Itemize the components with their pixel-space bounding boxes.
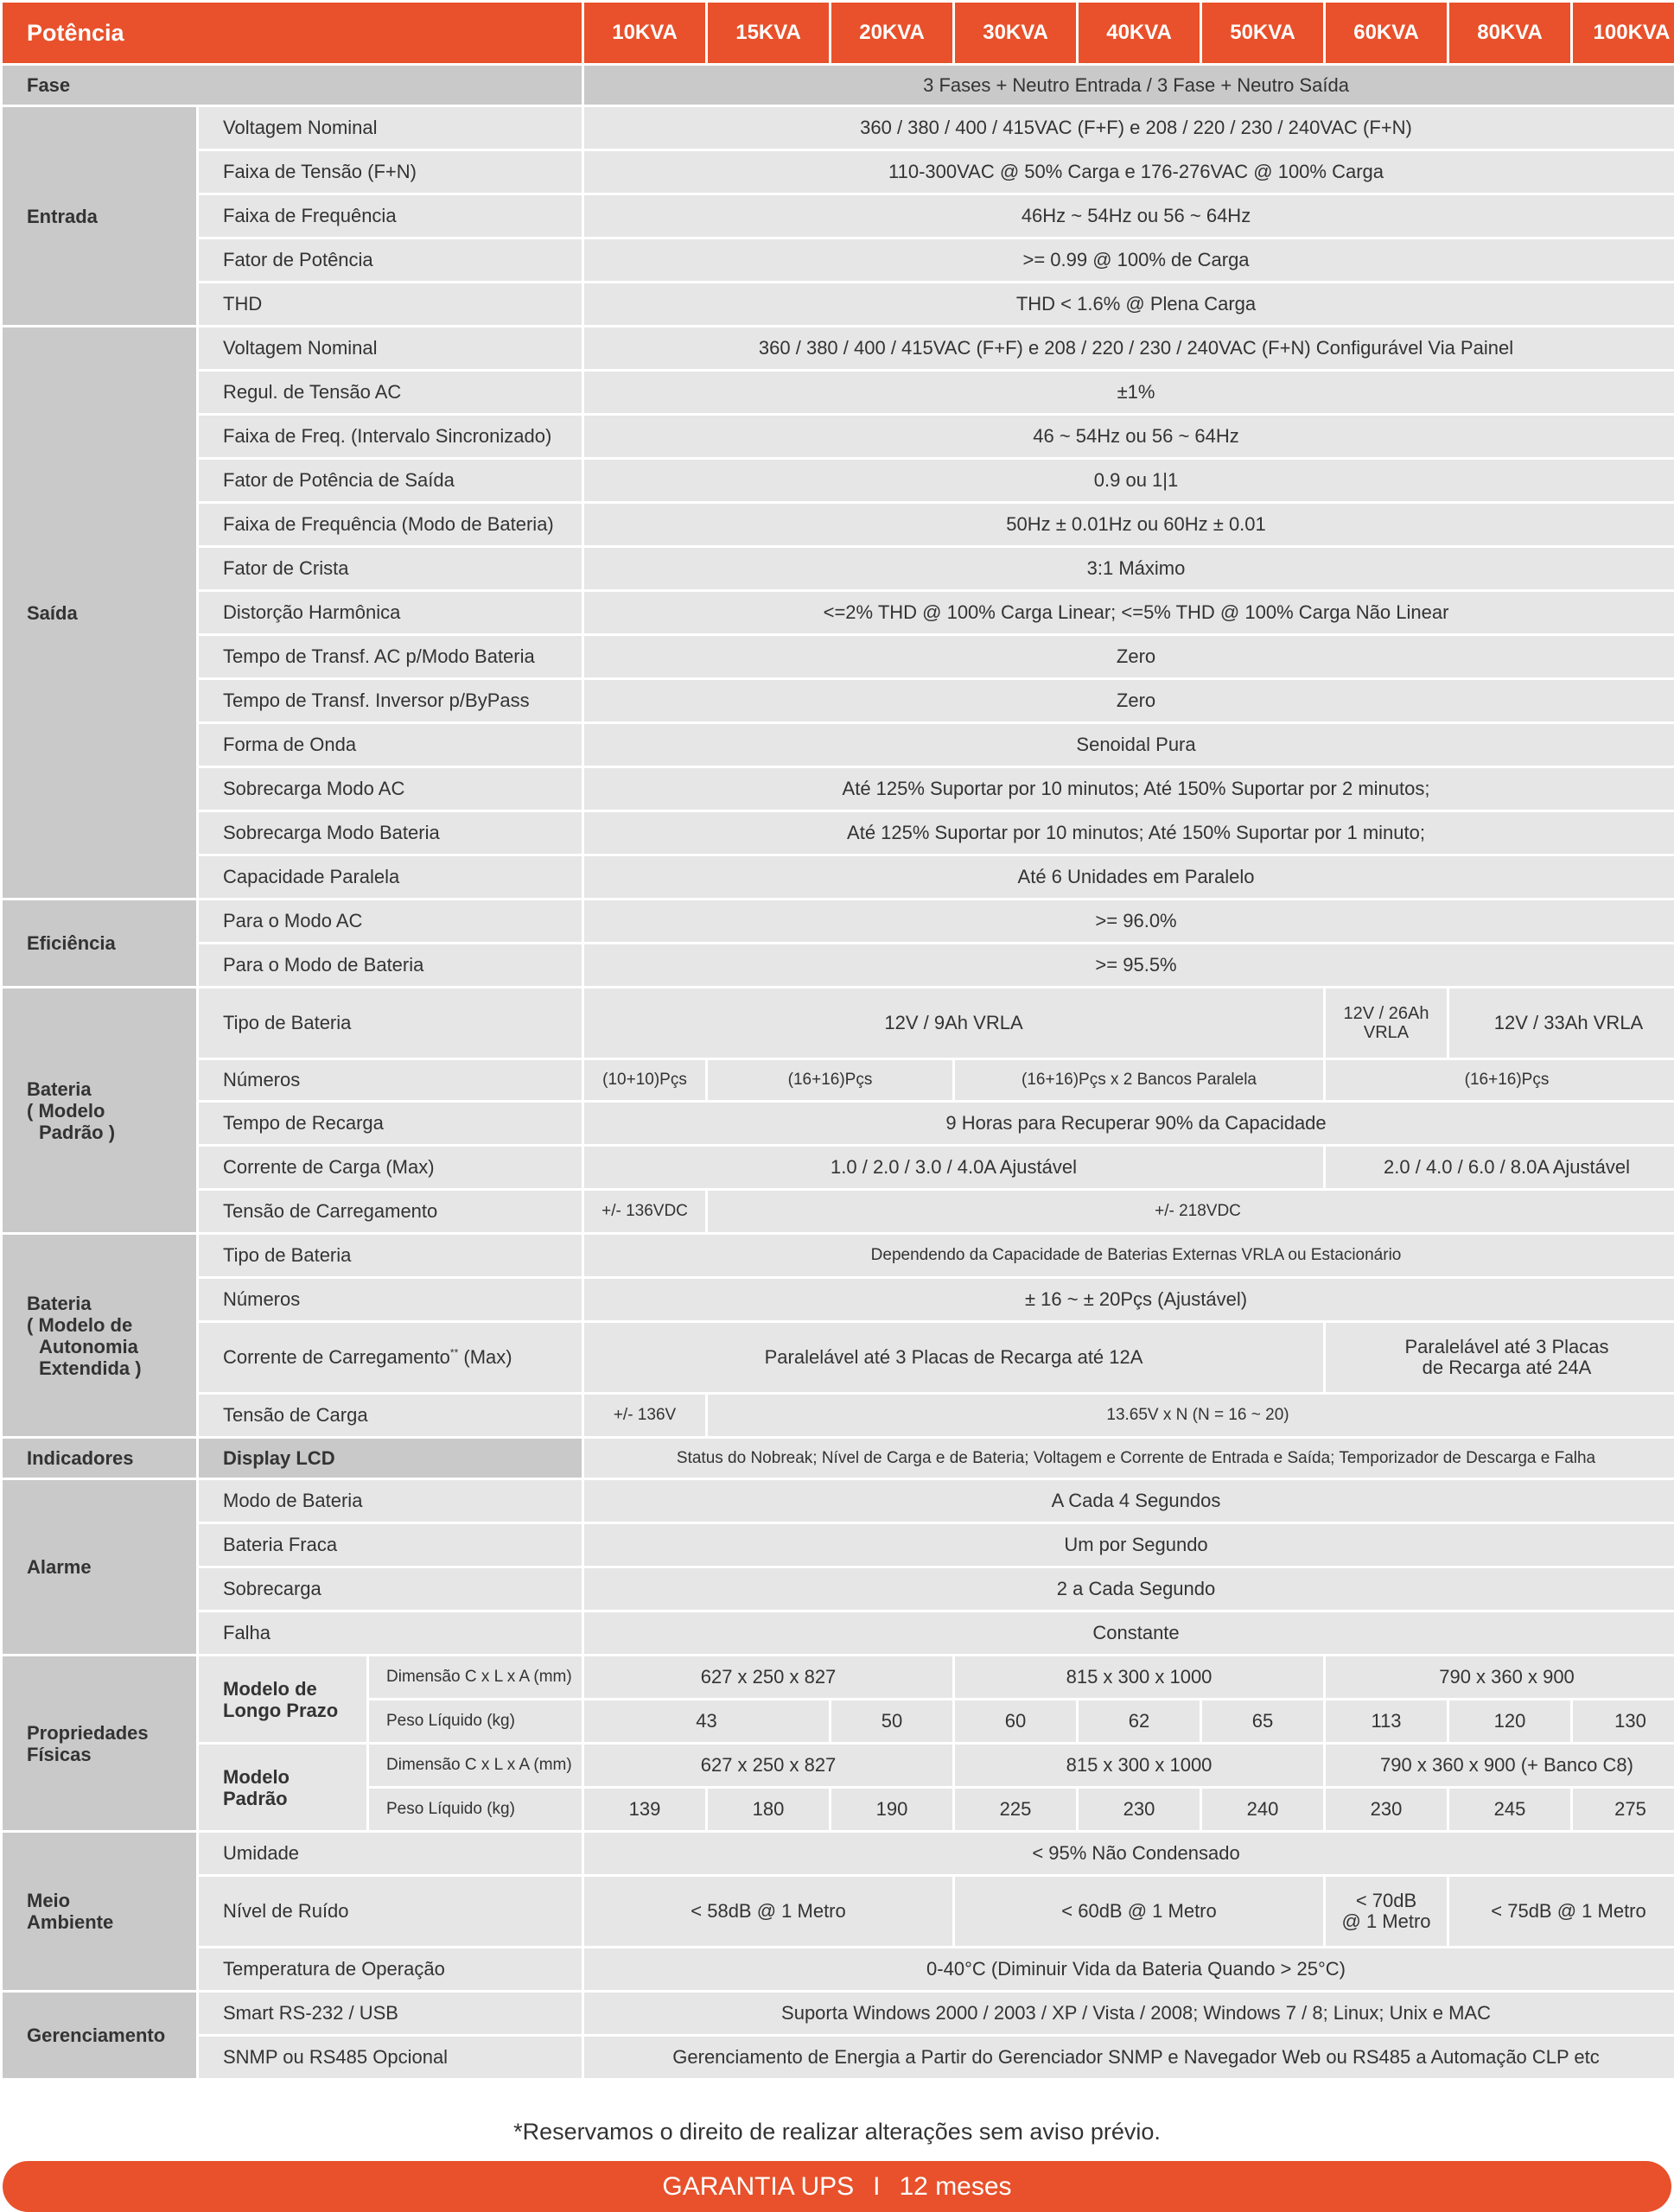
model-40kva: 40KVA	[1079, 3, 1200, 63]
row-label: Sobrecarga Modo AC	[199, 768, 582, 810]
row-label: Faixa de Tensão (F+N)	[199, 151, 582, 193]
table-row	[3, 1439, 1674, 1478]
row-value: < 60dB @ 1 Metro	[955, 1877, 1323, 1946]
indicadores-label: Indicadores	[3, 1439, 196, 1478]
row-label: Voltagem Nominal	[199, 107, 582, 149]
row-value: 360 / 380 / 400 / 415VAC (F+F) e 208 / 220 / 230 / 240VAC (F+N) Configurável Via Painel	[584, 327, 1674, 369]
row-value: (16+16)Pçs	[708, 1060, 952, 1100]
table-row	[3, 900, 1674, 942]
row-value: 62	[1079, 1700, 1200, 1742]
row-label: Tipo de Bateria	[199, 1235, 582, 1276]
row-label: Corrente de Carga (Max)	[199, 1147, 582, 1188]
row-value: Paralelável até 3 Placas de Recarga até 12A	[584, 1323, 1323, 1392]
row-label: Dimensão C x L x A (mm)	[369, 1656, 582, 1698]
row-value: >= 95.5%	[584, 944, 1674, 986]
table-row	[3, 1993, 1674, 2034]
row-value: Suporta Windows 2000 / 2003 / XP / Vista / 2008; Windows 7 / 8; Linux; Unix e MAC	[584, 1993, 1674, 2034]
row-value: 815 x 300 x 1000	[955, 1745, 1323, 1786]
entrada-label: Entrada	[3, 107, 196, 325]
row-value: 9 Horas para Recuperar 90% da Capacidade	[584, 1103, 1674, 1144]
row-value: 360 / 380 / 400 / 415VAC (F+F) e 208 / 220 / 230 / 240VAC (F+N)	[584, 107, 1674, 149]
row-value: < 75dB @ 1 Metro	[1449, 1877, 1674, 1946]
row-label: Tempo de Transf. AC p/Modo Bateria	[199, 636, 582, 677]
row-label: Dimensão C x L x A (mm)	[369, 1745, 582, 1786]
row-label: Voltagem Nominal	[199, 327, 582, 369]
row-label: Nível de Ruído	[199, 1877, 582, 1946]
table-row	[3, 1323, 1674, 1392]
row-value: 120	[1449, 1700, 1570, 1742]
table-row	[3, 680, 1674, 721]
row-value-line-2: VRLA	[1363, 1023, 1410, 1042]
row-label: Para o Modo de Bateria	[199, 944, 582, 986]
row-value	[1326, 1323, 1674, 1392]
row-label: Fator de Potência de Saída	[199, 460, 582, 501]
row-value: ±1%	[584, 372, 1674, 413]
table-row	[3, 1948, 1674, 1990]
row-label: Modo de Bateria	[199, 1480, 582, 1522]
propriedades-label	[3, 1656, 196, 1830]
row-value: 2 a Cada Segundo	[584, 1568, 1674, 1610]
propriedades-label-2: Físicas	[27, 1743, 92, 1765]
row-label: Forma de Onda	[199, 724, 582, 766]
row-label: Falha	[199, 1612, 582, 1654]
fase-label: Fase	[3, 66, 582, 105]
fase-row	[3, 66, 1674, 105]
row-label-suffix: (Max)	[458, 1346, 512, 1368]
bateria-padrao-label-2: ( Modelo	[27, 1099, 105, 1122]
modelo-padrao-label	[199, 1745, 366, 1830]
bateria-estendida-label-4: Extendida )	[39, 1357, 142, 1379]
model-30kva: 30KVA	[955, 3, 1076, 63]
row-label: Distorção Harmônica	[199, 592, 582, 633]
row-label: Faixa de Frequência (Modo de Bateria)	[199, 504, 582, 545]
row-value: THD < 1.6% @ Plena Carga	[584, 283, 1674, 325]
row-label: Capacidade Paralela	[199, 856, 582, 898]
row-value: Status do Nobreak; Nível de Carga e de Bateria; Voltagem e Corrente de Entrada e Saída; Temporizador de Descarga e Falha	[584, 1439, 1674, 1478]
row-value: <=2% THD @ 100% Carga Linear; <=5% THD @ 100% Carga Não Linear	[584, 592, 1674, 633]
header-row	[3, 3, 1674, 63]
row-label: Regul. de Tensão AC	[199, 372, 582, 413]
bateria-estendida-label	[3, 1235, 196, 1436]
table-row	[3, 372, 1674, 413]
row-value: (16+16)Pçs	[1326, 1060, 1674, 1100]
modelo-padrao-label-1: Modelo	[223, 1765, 290, 1788]
row-value-line-2: @ 1 Metro	[1341, 1910, 1431, 1932]
row-value	[1326, 1877, 1447, 1946]
eficiencia-label: Eficiência	[3, 900, 196, 986]
row-value: Gerenciamento de Energia a Partir do Gerenciador SNMP e Navegador Web ou RS485 a Automação CLP etc	[584, 2037, 1674, 2078]
row-value: >= 0.99 @ 100% de Carga	[584, 239, 1674, 281]
row-label: THD	[199, 283, 582, 325]
alarme-label: Alarme	[3, 1480, 196, 1654]
model-50kva: 50KVA	[1202, 3, 1323, 63]
meio-ambiente-label-1: Meio	[27, 1890, 71, 1911]
row-value: 12V / 33Ah VRLA	[1449, 988, 1674, 1058]
row-label: Peso Líquido (kg)	[369, 1700, 582, 1742]
table-row	[3, 1060, 1674, 1100]
row-label: Tipo de Bateria	[199, 988, 582, 1058]
row-label: Tensão de Carga	[199, 1395, 582, 1436]
row-label: Fator de Crista	[199, 548, 582, 589]
model-20kva: 20KVA	[831, 3, 952, 63]
row-value: 50Hz ± 0.01Hz ou 60Hz ± 0.01	[584, 504, 1674, 545]
bateria-estendida-label-1: Bateria	[27, 1292, 92, 1314]
meio-ambiente-label	[3, 1833, 196, 1990]
row-value: Um por Segundo	[584, 1524, 1674, 1566]
table-row	[3, 1568, 1674, 1610]
row-value: 225	[955, 1789, 1076, 1830]
table-row	[3, 1612, 1674, 1654]
row-label: Números	[199, 1279, 582, 1320]
saida-label: Saída	[3, 327, 196, 898]
model-60kva: 60KVA	[1326, 3, 1447, 63]
row-label: Sobrecarga	[199, 1568, 582, 1610]
table-row	[3, 592, 1674, 633]
row-value: 627 x 250 x 827	[584, 1745, 952, 1786]
header-title: Potência	[3, 3, 582, 63]
row-value: Dependendo da Capacidade de Baterias Externas VRLA ou Estacionário	[584, 1235, 1674, 1276]
row-label: Tempo de Transf. Inversor p/ByPass	[199, 680, 582, 721]
row-label	[199, 1323, 582, 1392]
table-row	[3, 2037, 1674, 2078]
row-value: Até 6 Unidades em Paralelo	[584, 856, 1674, 898]
row-label: Tempo de Recarga	[199, 1103, 582, 1144]
row-value-line-1: 12V / 26Ah	[1343, 1004, 1429, 1023]
row-value: Zero	[584, 636, 1674, 677]
row-value: 130	[1573, 1700, 1674, 1742]
row-value: 1.0 / 2.0 / 3.0 / 4.0A Ajustável	[584, 1147, 1323, 1188]
row-value: Zero	[584, 680, 1674, 721]
table-row	[3, 460, 1674, 501]
table-row	[3, 944, 1674, 986]
row-value: 230	[1079, 1789, 1200, 1830]
row-value-line-2: de Recarga até 24A	[1422, 1357, 1592, 1378]
row-value: 12V / 9Ah VRLA	[584, 988, 1323, 1058]
row-value: 790 x 360 x 900 (+ Banco C8)	[1326, 1745, 1674, 1786]
table-row	[3, 1235, 1674, 1276]
warranty-banner	[3, 2161, 1671, 2212]
table-row	[3, 1745, 1674, 1786]
row-value: 60	[955, 1700, 1076, 1742]
row-value: (10+10)Pçs	[584, 1060, 705, 1100]
row-value: 0.9 ou 1|1	[584, 460, 1674, 501]
row-value: 46Hz ~ 54Hz ou 56 ~ 64Hz	[584, 195, 1674, 237]
table-row	[3, 195, 1674, 237]
row-value: +/- 136VDC	[584, 1191, 705, 1232]
row-label: Temperatura de Operação	[199, 1948, 582, 1990]
row-value: < 95% Não Condensado	[584, 1833, 1674, 1874]
model-15kva: 15KVA	[708, 3, 829, 63]
row-value: (16+16)Pçs x 2 Bancos Paralela	[955, 1060, 1323, 1100]
row-label: Smart RS-232 / USB	[199, 1993, 582, 2034]
table-row	[3, 812, 1674, 854]
table-row	[3, 1147, 1674, 1188]
table-row	[3, 283, 1674, 325]
row-label: Tensão de Carregamento	[199, 1191, 582, 1232]
table-row	[3, 1103, 1674, 1144]
table-row	[3, 327, 1674, 369]
row-value: 13.65V x N (N = 16 ~ 20)	[708, 1395, 1674, 1436]
row-value: 815 x 300 x 1000	[955, 1656, 1323, 1698]
table-row	[3, 151, 1674, 193]
propriedades-label-1: Propriedades	[27, 1721, 149, 1744]
bateria-estendida-label-3: Autonomia	[39, 1335, 138, 1357]
row-value: 627 x 250 x 827	[584, 1656, 952, 1698]
bateria-padrao-label-1: Bateria	[27, 1077, 92, 1100]
row-label: Para o Modo AC	[199, 900, 582, 942]
row-value: ± 16 ~ ± 20Pçs (Ajustável)	[584, 1279, 1674, 1320]
warranty-period: 12 meses	[899, 2172, 1012, 2201]
modelo-padrao-label-2: Padrão	[223, 1787, 288, 1809]
table-row	[3, 1191, 1674, 1232]
table-row	[3, 1480, 1674, 1522]
row-value: 245	[1449, 1789, 1570, 1830]
longo-prazo-label-1: Modelo de	[223, 1677, 317, 1700]
row-value: 790 x 360 x 900	[1326, 1656, 1674, 1698]
table-row	[3, 107, 1674, 149]
row-label-text: Corrente de Carregamento	[223, 1346, 450, 1368]
row-value-line-1: Paralelável até 3 Placas	[1404, 1336, 1609, 1357]
table-row	[3, 1524, 1674, 1566]
row-value: 65	[1202, 1700, 1323, 1742]
bateria-padrao-label-3: Padrão )	[39, 1121, 116, 1143]
table-row	[3, 239, 1674, 281]
row-value: 275	[1573, 1789, 1674, 1830]
table-row	[3, 636, 1674, 677]
table-row	[3, 988, 1674, 1058]
row-label: Números	[199, 1060, 582, 1100]
row-label: Display LCD	[199, 1439, 582, 1478]
row-label: SNMP ou RS485 Opcional	[199, 2037, 582, 2078]
row-value: 110-300VAC @ 50% Carga e 176-276VAC @ 100% Carga	[584, 151, 1674, 193]
row-value: +/- 136V	[584, 1395, 705, 1436]
longo-prazo-label-2: Longo Prazo	[223, 1699, 339, 1721]
row-label: Bateria Fraca	[199, 1524, 582, 1566]
row-value: 2.0 / 4.0 / 6.0 / 8.0A Ajustável	[1326, 1147, 1674, 1188]
longo-prazo-label	[199, 1656, 366, 1742]
model-100kva: 100KVA	[1573, 3, 1674, 63]
row-value: 230	[1326, 1789, 1447, 1830]
row-label-sup: **	[449, 1346, 459, 1359]
table-row	[3, 1279, 1674, 1320]
row-label: Fator de Potência	[199, 239, 582, 281]
row-label: Faixa de Freq. (Intervalo Sincronizado)	[199, 416, 582, 457]
model-80kva: 80KVA	[1449, 3, 1570, 63]
row-value: 190	[831, 1789, 952, 1830]
table-row	[3, 856, 1674, 898]
row-label: Umidade	[199, 1833, 582, 1874]
row-value: Senoidal Pura	[584, 724, 1674, 766]
table-row	[3, 724, 1674, 766]
footnote: *Reservamos o direito de realizar alterações sem aviso prévio.	[513, 2119, 1161, 2145]
table-row	[3, 768, 1674, 810]
row-value: 113	[1326, 1700, 1447, 1742]
table-row	[3, 504, 1674, 545]
row-value	[1326, 988, 1447, 1058]
row-value: 180	[708, 1789, 829, 1830]
row-value-line-1: < 70dB	[1355, 1890, 1417, 1911]
model-10kva: 10KVA	[584, 3, 705, 63]
meio-ambiente-label-2: Ambiente	[27, 1911, 114, 1933]
gerenciamento-label: Gerenciamento	[3, 1993, 196, 2078]
row-value: 3:1 Máximo	[584, 548, 1674, 589]
row-value: Até 125% Suportar por 10 minutos; Até 150% Suportar por 2 minutos;	[584, 768, 1674, 810]
row-value: 46 ~ 54Hz ou 56 ~ 64Hz	[584, 416, 1674, 457]
table-row	[3, 1833, 1674, 1874]
row-value: +/- 218VDC	[708, 1191, 1674, 1232]
table-row	[3, 1656, 1674, 1698]
row-value: 50	[831, 1700, 952, 1742]
row-label: Peso Líquido (kg)	[369, 1789, 582, 1830]
row-value: Até 125% Suportar por 10 minutos; Até 150% Suportar por 1 minuto;	[584, 812, 1674, 854]
table-row	[3, 548, 1674, 589]
row-value: A Cada 4 Segundos	[584, 1480, 1674, 1522]
row-value: 240	[1202, 1789, 1323, 1830]
warranty-separator: I	[873, 2172, 881, 2201]
row-value: 139	[584, 1789, 705, 1830]
row-value: 43	[584, 1700, 829, 1742]
bateria-padrao-label	[3, 988, 196, 1232]
bateria-estendida-label-2: ( Modelo de	[27, 1313, 133, 1336]
table-row	[3, 1395, 1674, 1436]
warranty-label: GARANTIA UPS	[662, 2172, 855, 2201]
table-row	[3, 1877, 1674, 1946]
row-value: 0-40°C (Diminuir Vida da Bateria Quando > 25°C)	[584, 1948, 1674, 1990]
table-row	[3, 416, 1674, 457]
row-value: < 58dB @ 1 Metro	[584, 1877, 952, 1946]
row-label: Sobrecarga Modo Bateria	[199, 812, 582, 854]
row-value: Constante	[584, 1612, 1674, 1654]
fase-value: 3 Fases + Neutro Entrada / 3 Fase + Neutro Saída	[584, 66, 1674, 105]
row-label: Faixa de Frequência	[199, 195, 582, 237]
row-value: >= 96.0%	[584, 900, 1674, 942]
